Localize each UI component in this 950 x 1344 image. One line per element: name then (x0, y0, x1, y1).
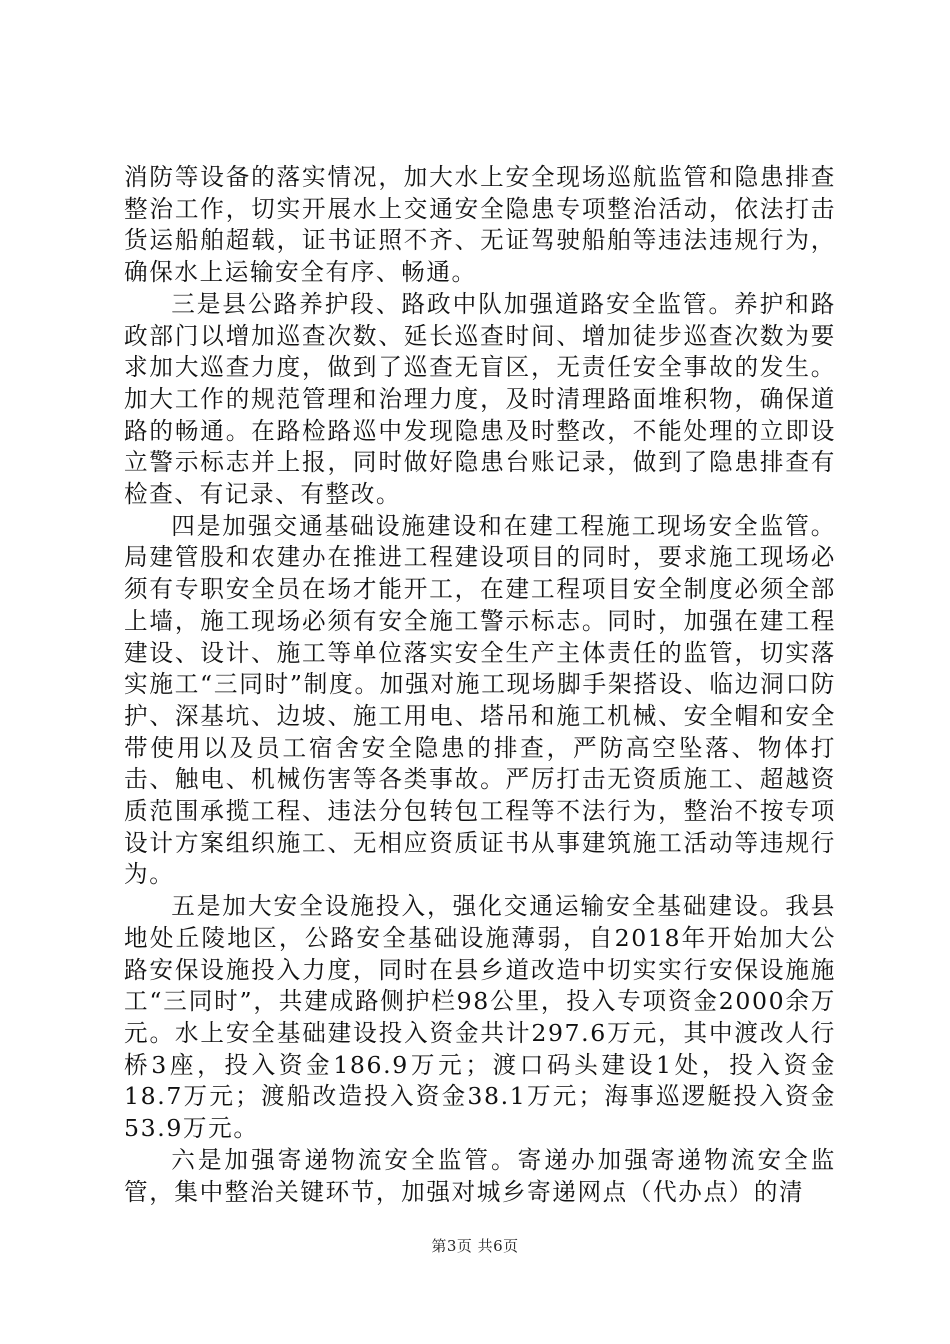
document-body (124, 162, 836, 1208)
paragraph-1: 消防等设备的落实情况，加大水上安全现场巡航监管和隐患排查整治工作，切实开展水上交通安全隐患专项整治活动，依法打击货运船舶超载，证书证照不齐、无证驾驶船舶等违法违规行为，确保水上运输安全有序、畅通。 (124, 163, 836, 287)
paragraph-2: 三是县公路养护段、路政中队加强道路安全监管。养护和路政部门以增加巡查次数、延长巡查时间、增加徒步巡查次数为要求加大巡查力度，做到了巡查无盲区，无责任安全事故的发生。加大工作的规范管理和治理力度，及时清理路面堆积物，确保道路的畅通。在路检路巡中发现隐患及时整改，不能处理的立即设立警示标志并上报，同时做好隐患台账记录，做到了隐患排查有检查、有记录、有整改。 (124, 289, 836, 509)
paragraph-3: 四是加强交通基础设施建设和在建工程施工现场安全监管。局建管股和农建办在推进工程建设项目的同时，要求施工现场必须有专职安全员在场才能开工，在建工程项目安全制度必须全部上墙，施工现场必须有安全施工警示标志。同时，加强在建工程建设、设计、施工等单位落实安全生产主体责任的监管，切实落实施工“三同时”制度。加强对施工现场脚手架搭设、临边洞口防护、深基坑、边坡、施工用电、塔吊和施工机械、安全帽和安全带使用以及员工宿舍安全隐患的排查，严防高空坠落、物体打击、触电、机械伤害等各类事故。严厉打击无资质施工、超越资质范围承揽工程、违法分包转包工程等不法行为，整治不按专项设计方案组织施工、无相应资质证书从事建筑施工活动等违规行为。 (124, 511, 836, 889)
page-number-footer: 第3页 共6页 (431, 1237, 519, 1255)
paragraph-5: 六是加强寄递物流安全监管。寄递办加强寄递物流安全监管，集中整治关键环节，加强对城乡寄递网点（代办点）的清 (124, 1145, 836, 1206)
paragraph-4: 五是加大安全设施投入，强化交通运输安全基础建设。我县地处丘陵地区，公路安全基础设施薄弱，自2018年开始加大公路安保设施投入力度，同时在县乡道改造中切实实行安保设施施工“三同时”，共建成路侧护栏98公里，投入专项资金2000余万元。水上安全基础建设投入资金共计297.6万元，其中渡改人行桥3座，投入资金186.9万元；渡口码头建设1处，投入资金18.7万元；渡船改造投入资金38.1万元；海事巡逻艇投入资金53.9万元。 (124, 892, 836, 1143)
